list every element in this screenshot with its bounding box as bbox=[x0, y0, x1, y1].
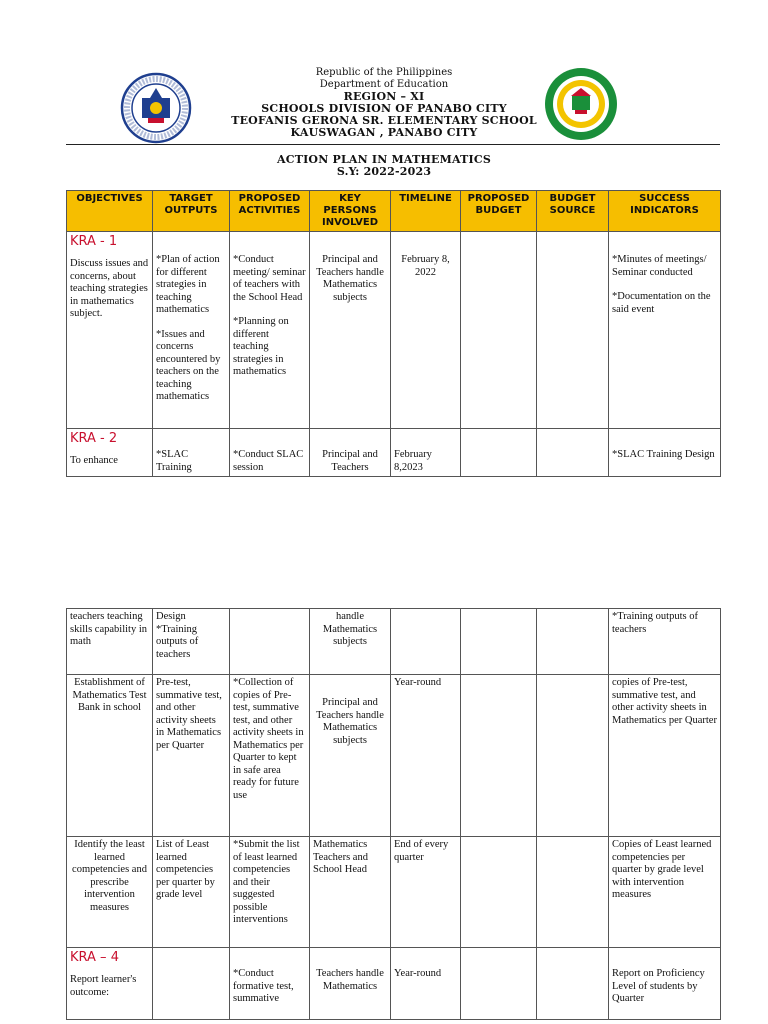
testbank-timeline-cell bbox=[391, 675, 461, 837]
cont-objective-cell bbox=[67, 609, 153, 675]
kra2-persons: Principal and Teachers bbox=[322, 449, 378, 473]
kra1-output-2: *Issues and concerns encountered by teachers on the teaching mathematics bbox=[156, 328, 221, 402]
col-objectives: OBJECTIVES bbox=[67, 191, 153, 232]
col-target-outputs: TARGET OUTPUTS bbox=[153, 191, 230, 232]
school-seal-logo bbox=[543, 66, 619, 142]
col-proposed-activities: PROPOSED ACTIVITIES bbox=[230, 191, 310, 232]
cont-indicators-cell bbox=[609, 609, 721, 675]
testbank-activity: *Collection of copies of Pre-test, summative test, and other activity sheets in Mathematics per Quarter to kept in safe area ready for future use bbox=[233, 677, 304, 801]
least-source-cell bbox=[537, 837, 609, 948]
testbank-objective: Establishment of Mathematics Test Bank in school bbox=[72, 677, 147, 713]
testbank-indicator: copies of Pre-test, summative test, and other activity sheets in Mathematics per Quarter bbox=[612, 677, 717, 726]
table-header-row bbox=[67, 191, 721, 232]
kra1-timeline: February 8, 2022 bbox=[401, 254, 450, 278]
kra1-source-cell bbox=[537, 232, 609, 429]
least-budget-cell bbox=[461, 837, 537, 948]
kra4-timeline: Year-round bbox=[394, 968, 442, 979]
kra2-label: KRA - 2 bbox=[70, 431, 118, 446]
kra2-objective-cell bbox=[67, 429, 153, 477]
cont-output-design: Design bbox=[156, 611, 186, 622]
header-division: SCHOOLS DIVISION OF PANABO CITY bbox=[261, 102, 507, 115]
least-indicator: Copies of Least learned competencies per quarter by grade level with intervention measures bbox=[612, 839, 712, 900]
cont-output-training: *Training outputs of teachers bbox=[156, 623, 199, 660]
cont-persons-cell bbox=[310, 609, 391, 675]
least-timeline-cell bbox=[391, 837, 461, 948]
table-row-kra1 bbox=[67, 232, 721, 429]
kra2-source-cell bbox=[537, 429, 609, 477]
kra1-activity-1: *Conduct meeting/ seminar of teachers with the School Head bbox=[233, 254, 306, 303]
header-department: Department of Education bbox=[319, 79, 449, 90]
least-persons: Mathematics Teachers and School Head bbox=[313, 839, 368, 875]
least-indicators-cell bbox=[609, 837, 721, 948]
action-plan-table-part1 bbox=[66, 190, 721, 477]
kra2-indicators-cell bbox=[609, 429, 721, 477]
kra1-objective-cell bbox=[67, 232, 153, 429]
document-title: ACTION PLAN IN MATHEMATICS bbox=[277, 153, 491, 166]
kra1-timeline-cell bbox=[391, 232, 461, 429]
header-region: REGION – XI bbox=[343, 90, 425, 103]
cont-source-cell bbox=[537, 609, 609, 675]
kra1-indicators-cell bbox=[609, 232, 721, 429]
kra1-label: KRA - 1 bbox=[70, 234, 118, 249]
header-divider bbox=[66, 144, 720, 145]
kra4-activities-cell bbox=[230, 948, 310, 1020]
least-objective-cell bbox=[67, 837, 153, 948]
kra4-source-cell bbox=[537, 948, 609, 1020]
kra4-label: KRA – 4 bbox=[70, 950, 119, 965]
least-output: List of Least learned competencies per quarter by grade level bbox=[156, 839, 215, 900]
kra4-persons: Teachers handle Mathematics bbox=[316, 968, 384, 992]
least-activity: *Submit the list of least learned competencies and their suggested possible interventions bbox=[233, 839, 300, 925]
table-row-least-learned bbox=[67, 837, 721, 948]
kra2-activities-cell bbox=[230, 429, 310, 477]
header-school: TEOFANIS GERONA SR. ELEMENTARY SCHOOL bbox=[231, 114, 537, 127]
kra2-persons-cell bbox=[310, 429, 391, 477]
table-row-kra4 bbox=[67, 948, 721, 1020]
kra1-indicator-1: *Minutes of meetings/ Seminar conducted bbox=[612, 254, 707, 278]
cont-persons: handle Mathematics subjects bbox=[322, 611, 378, 647]
kra1-objective: Discuss issues and concerns, about teaching strategies in mathematics subject. bbox=[70, 258, 149, 319]
kra2-budget-cell bbox=[461, 429, 537, 477]
testbank-outputs-cell bbox=[153, 675, 230, 837]
cont-timeline-cell bbox=[391, 609, 461, 675]
cont-indicator: *Training outputs of teachers bbox=[612, 611, 698, 635]
kra2-timeline: February 8,2023 bbox=[394, 449, 432, 473]
cont-activities-cell bbox=[230, 609, 310, 675]
kra4-indicator: Report on Proficiency Level of students by Quarter bbox=[612, 968, 705, 1004]
col-budget-source: BUDGET SOURCE bbox=[537, 191, 609, 232]
col-success-indicators: SUCCESS INDICATORS bbox=[609, 191, 721, 232]
action-plan-table-part2 bbox=[66, 608, 721, 1020]
header-address: KAUSWAGAN , PANABO CITY bbox=[290, 126, 478, 139]
kra4-objective: Report learner's outcome: bbox=[70, 974, 137, 998]
kra2-objective: To enhance bbox=[70, 455, 118, 466]
kra1-activities-cell bbox=[230, 232, 310, 429]
kra4-budget-cell bbox=[461, 948, 537, 1020]
least-outputs-cell bbox=[153, 837, 230, 948]
cont-budget-cell bbox=[461, 609, 537, 675]
kra4-activity: *Conduct formative test, summative bbox=[233, 968, 294, 1004]
kra4-indicators-cell bbox=[609, 948, 721, 1020]
kra4-outputs-cell bbox=[153, 948, 230, 1020]
testbank-source-cell bbox=[537, 675, 609, 837]
table-row-kra2 bbox=[67, 429, 721, 477]
cont-objective: teachers teaching skills capability in math bbox=[70, 611, 147, 647]
kra1-output-1: *Plan of action for different strategies in teaching mathematics bbox=[156, 254, 220, 315]
kra1-activity-2: *Planning on different teaching strategies in mathematics bbox=[233, 316, 289, 377]
kra2-output: *SLAC Training bbox=[156, 449, 192, 473]
testbank-persons-cell bbox=[310, 675, 391, 837]
col-proposed-budget: PROPOSED BUDGET bbox=[461, 191, 537, 232]
cont-outputs-cell bbox=[153, 609, 230, 675]
testbank-activities-cell bbox=[230, 675, 310, 837]
least-persons-cell bbox=[310, 837, 391, 948]
kra1-persons: Principal and Teachers handle Mathematics subjects bbox=[316, 254, 384, 303]
table-row-test-bank bbox=[67, 675, 721, 837]
kra1-indicator-2: *Documentation on the said event bbox=[612, 291, 711, 315]
testbank-objective-cell bbox=[67, 675, 153, 837]
kra1-budget-cell bbox=[461, 232, 537, 429]
table-row-continued bbox=[67, 609, 721, 675]
testbank-persons: Principal and Teachers handle Mathematics subjects bbox=[316, 697, 384, 746]
least-timeline: End of every quarter bbox=[394, 839, 449, 863]
kra2-outputs-cell bbox=[153, 429, 230, 477]
school-year: S.Y: 2022-2023 bbox=[336, 165, 432, 178]
kra4-objective-cell bbox=[67, 948, 153, 1020]
kra1-persons-cell bbox=[310, 232, 391, 429]
kra2-indicator: *SLAC Training Design bbox=[612, 449, 715, 460]
kra4-timeline-cell bbox=[391, 948, 461, 1020]
testbank-timeline: Year-round bbox=[394, 677, 442, 688]
least-activities-cell bbox=[230, 837, 310, 948]
col-timeline: TIMELINE bbox=[391, 191, 461, 232]
header-republic: Republic of the Philippines bbox=[315, 67, 453, 78]
kra4-persons-cell bbox=[310, 948, 391, 1020]
kra2-activity: *Conduct SLAC session bbox=[233, 449, 304, 473]
kra1-outputs-cell bbox=[153, 232, 230, 429]
testbank-output: Pre-test, summative test, and other activity sheets in Mathematics per Quarter bbox=[156, 677, 222, 751]
kra2-timeline-cell bbox=[391, 429, 461, 477]
col-key-persons: KEY PERSONS INVOLVED bbox=[310, 191, 391, 232]
least-objective: Identify the least learned competencies and prescribe intervention measures bbox=[72, 839, 147, 913]
testbank-budget-cell bbox=[461, 675, 537, 837]
testbank-indicators-cell bbox=[609, 675, 721, 837]
